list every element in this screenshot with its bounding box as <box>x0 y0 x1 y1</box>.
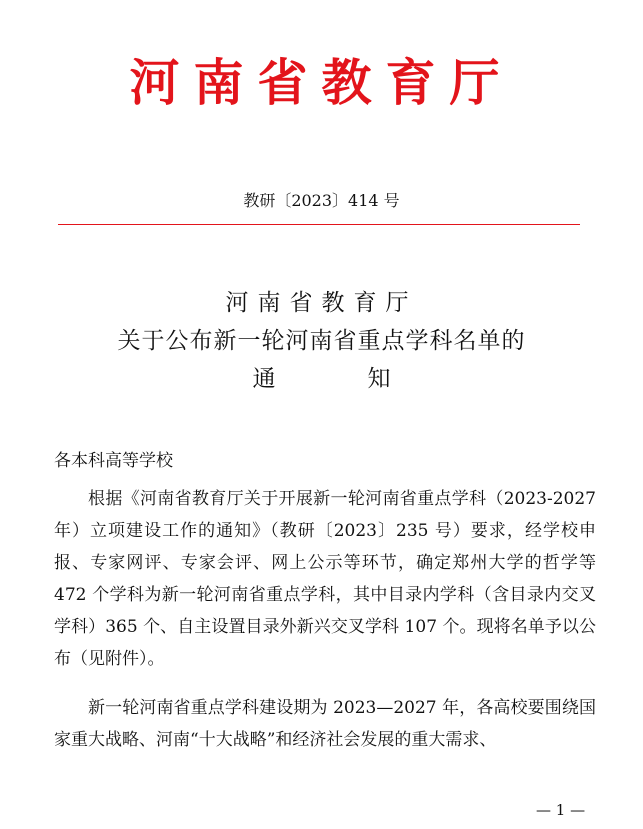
red-divider-line <box>58 224 580 225</box>
document-number: 教研〔2023〕414 号 <box>243 191 400 210</box>
body-paragraph-1: 根据《河南省教育厅关于开展新一轮河南省重点学科（2023-2027 年）立项建设工作的通知》（教研〔2023〕235 号）要求，经学校申报、专家网评、专家会评、网上公示等环节，确定郑州大学的哲学等 472 个学科为新一轮河南省重点学科，其中目录内学科（含目录内交叉学科）365 个、自主设置目录外新兴交叉学科 107 个。现将名单予以公布（见附件）。 <box>54 489 596 669</box>
notice-title-char-2: 知 <box>367 366 391 392</box>
page-number: — 1 — <box>536 801 586 819</box>
notice-title-line-1: 河南省教育厅 <box>225 290 418 316</box>
notice-title-line-2: 关于公布新一轮河南省重点学科名单的 <box>117 328 526 354</box>
body-paragraph-2: 新一轮河南省重点学科建设期为 2023—2027 年，各高校要围绕国家重大战略、河南“十大战略”和经济社会发展的重大需求、 <box>54 698 596 750</box>
notice-title-line-3 <box>0 359 643 399</box>
salutation: 各本科高等学校 <box>54 451 173 471</box>
masthead-title: 河南省教育厅 <box>129 54 514 112</box>
notice-title-char-1: 通 <box>252 366 276 392</box>
